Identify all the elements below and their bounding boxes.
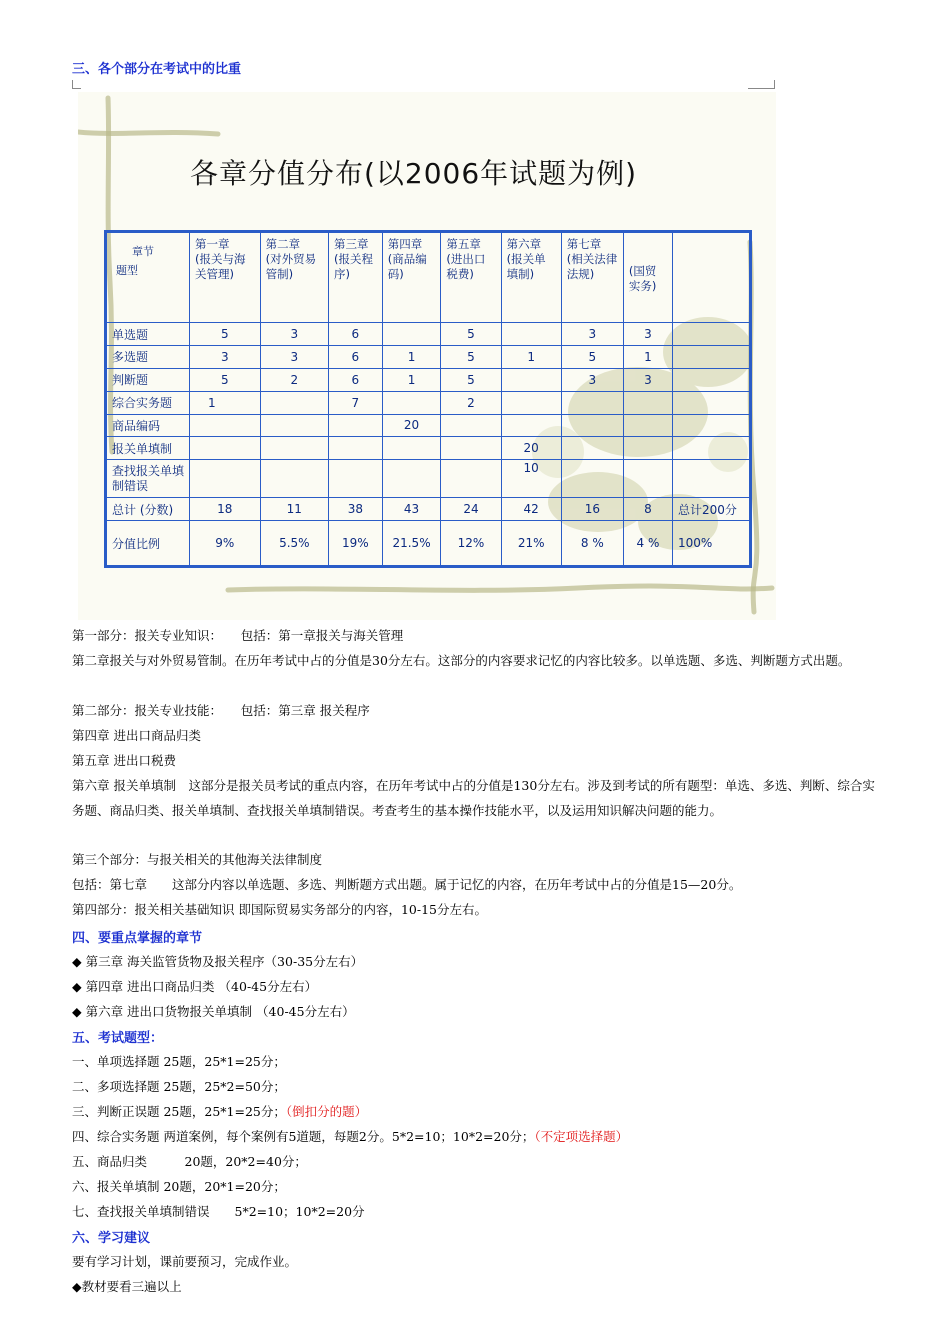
table-cell [673,460,751,498]
table-cell: 21% [501,521,561,567]
table-cell [561,460,623,498]
table-cell: 5 [441,346,501,369]
table-cell: 1 [382,346,441,369]
list-item: 三、判断正误题 25题，25*1=25分；（倒扣分的题） [72,1104,368,1119]
table-cell: 5 [441,323,501,346]
figure-title: 各章分值分布(以2006年试题为例) [190,157,638,190]
paragraph: 第二部分：报关专业技能： 包括：第三章 报关程序 [72,703,370,718]
note-red: （不定项选择题） [534,1129,629,1144]
table-cell: 分值比例 [106,521,190,567]
table-cell [561,414,623,437]
paragraph: 第五章 进出口税费 [72,753,176,768]
table-cell [382,437,441,460]
column-header: 第五章 (进出口税费) [441,232,501,323]
table-cell: 多选题 [106,346,190,369]
crop-mark-left [72,80,81,89]
paragraph: 第三个部分：与报关相关的其他海关法律制度 [72,852,323,867]
section4-heading: 四、要重点掌握的章节 [72,931,203,946]
table-cell [561,391,623,414]
list-item: 四、综合实务题 两道案例，每个案例有5道题，每题2分。5*2=10；10*2=20分；（不定项选择题） [72,1129,629,1144]
table-cell [673,323,751,346]
table-cell [190,414,261,437]
table-cell: 3 [623,323,672,346]
table-cell: 判断题 [106,368,190,391]
table-row [106,323,751,346]
corner-top-label: 章节 [132,244,154,258]
list-item: ◆ 第三章 海关监管货物及报关程序（30-35分左右） [72,954,364,969]
table-cell: 9% [190,521,261,567]
table-cell [623,391,672,414]
table-cell [441,460,501,498]
table-cell [190,460,261,498]
table-cell [329,414,383,437]
table-cell: 2 [441,391,501,414]
paragraph: 第四部分：报关相关基础知识 即国际贸易实务部分的内容，10-15分左右。 [72,902,488,917]
table-cell: 1 [501,346,561,369]
table-cell: 42 [501,498,561,521]
table-cell [673,414,751,437]
list-item: 二、多项选择题 25题，25*2=50分； [72,1079,286,1094]
table-cell: 商品编码 [106,414,190,437]
table-row [106,368,751,391]
table-header-row [106,232,751,323]
table-cell: 5 [561,346,623,369]
table-cell: 6 [329,368,383,391]
table-cell: 43 [382,498,441,521]
table-cell: 3 [260,346,328,369]
table-cell: 7 [329,391,383,414]
score-table [104,230,752,568]
table-cell [382,391,441,414]
table-cell: 总计 (分数) [106,498,190,521]
table-cell: 报关单填制 [106,437,190,460]
table-row [106,391,751,414]
table-cell [673,437,751,460]
column-header: 第六章 (报关单填制) [501,232,561,323]
table-row [106,521,751,567]
table-cell: 查找报关单填制错误 [106,460,190,498]
table-cell [501,323,561,346]
table-cell: 11 [260,498,328,521]
paragraph: 第一部分：报关专业知识： 包括：第一章报关与海关管理 [72,628,404,643]
list-item: ◆教材要看三遍以上 [72,1279,182,1294]
table-cell: 21.5% [382,521,441,567]
table-cell: 1 [190,391,261,414]
table-cell: 20 [501,437,561,460]
list-item: ◆ 第四章 进出口商品归类 （40-45分左右） [72,979,318,994]
table-cell [623,437,672,460]
column-header: 第七章 (相关法律法规) [561,232,623,323]
table-cell: 4 % [623,521,672,567]
table-cell: 10 [501,460,561,498]
table-cell: 1 [623,346,672,369]
table-cell: 5 [441,368,501,391]
table-cell: 5 [190,368,261,391]
table-cell [260,437,328,460]
table-row [106,414,751,437]
table-cell [501,368,561,391]
score-distribution-figure [78,92,776,620]
table-cell: 5 [190,323,261,346]
table-cell: 19% [329,521,383,567]
table-cell: 3 [190,346,261,369]
table-cell [382,323,441,346]
table-cell [190,437,261,460]
corner-cell [106,232,190,323]
table-cell [673,391,751,414]
table-cell: 单选题 [106,323,190,346]
table-cell: 38 [329,498,383,521]
table-cell [673,346,751,369]
column-header: 第四章 (商品编码) [382,232,441,323]
table-cell: 5.5% [260,521,328,567]
table-row [106,437,751,460]
table-cell [382,460,441,498]
table-cell [260,460,328,498]
list-item: ◆ 第六章 进出口货物报关单填制 （40-45分左右） [72,1004,355,1019]
table-cell: 100% [673,521,751,567]
table-cell [673,368,751,391]
paragraph: 第二章报关与对外贸易管制。在历年考试中占的分值是30分左右。这部分的内容要求记忆的内容比较多。以单选题、多选、判断题方式出题。 [72,653,851,668]
column-header: 第一章 (报关与海关管理) [190,232,261,323]
table-cell: 3 [561,368,623,391]
table-cell [441,414,501,437]
section3-heading: 三、各个部分在考试中的比重 [72,62,242,77]
table-cell: 8 % [561,521,623,567]
list-item: 五、商品归类 20题，20*2=40分； [72,1154,307,1169]
table-cell [260,391,328,414]
table-cell: 3 [561,323,623,346]
note-red: （倒扣分的题） [285,1104,368,1119]
column-header: (国贸实务) [623,232,672,323]
paragraph: 包括：第七章 这部分内容以单选题、多选、判断题方式出题。属于记忆的内容，在历年考试中占的分值是15—20分。 [72,877,742,892]
table-cell [329,437,383,460]
table-cell: 8 [623,498,672,521]
table-cell: 总计200分 [673,498,751,521]
list-item: 要有学习计划，课前要预习，完成作业。 [72,1254,298,1269]
paragraph: 第六章 报关单填制 这部分是报关员考试的重点内容，在历年考试中占的分值是130分左右。涉及到考试的所有题型：单选、多选、判断、综合实务题、商品归类、报关单填制、查找报关单填制错误。考查考生的基本操作技能水平，以及运用知识解决问题的能力。 [72,778,875,818]
crop-mark-right [748,80,775,89]
table-cell [260,414,328,437]
column-header [673,232,751,323]
table-cell [561,437,623,460]
table-cell: 20 [382,414,441,437]
table-row [106,346,751,369]
table-cell: 2 [260,368,328,391]
column-header: 第三章 (报关程序) [329,232,383,323]
table-cell [623,414,672,437]
table-cell: 6 [329,346,383,369]
table-row [106,498,751,521]
column-header: 第二章 (对外贸易管制) [260,232,328,323]
list-item: 一、单项选择题 25题，25*1=25分； [72,1054,286,1069]
table-cell: 1 [382,368,441,391]
table-cell [501,391,561,414]
table-cell [441,437,501,460]
table-cell [623,460,672,498]
table-cell [501,414,561,437]
list-item: 六、报关单填制 20题，20*1=20分； [72,1179,286,1194]
section5-heading: 五、考试题型： [72,1031,164,1046]
table-cell: 12% [441,521,501,567]
table-row [106,460,751,498]
table-cell: 16 [561,498,623,521]
list-item: 七、查找报关单填制错误 5*2=10；10*2=20分 [72,1204,365,1219]
table-cell: 18 [190,498,261,521]
table-cell: 6 [329,323,383,346]
table-cell: 3 [623,368,672,391]
table-cell: 3 [260,323,328,346]
section6-heading: 六、学习建议 [72,1231,151,1246]
table-cell [329,460,383,498]
table-cell: 24 [441,498,501,521]
corner-left-label: 题型 [116,263,138,277]
paragraph: 第四章 进出口商品归类 [72,728,201,743]
table-cell: 综合实务题 [106,391,190,414]
